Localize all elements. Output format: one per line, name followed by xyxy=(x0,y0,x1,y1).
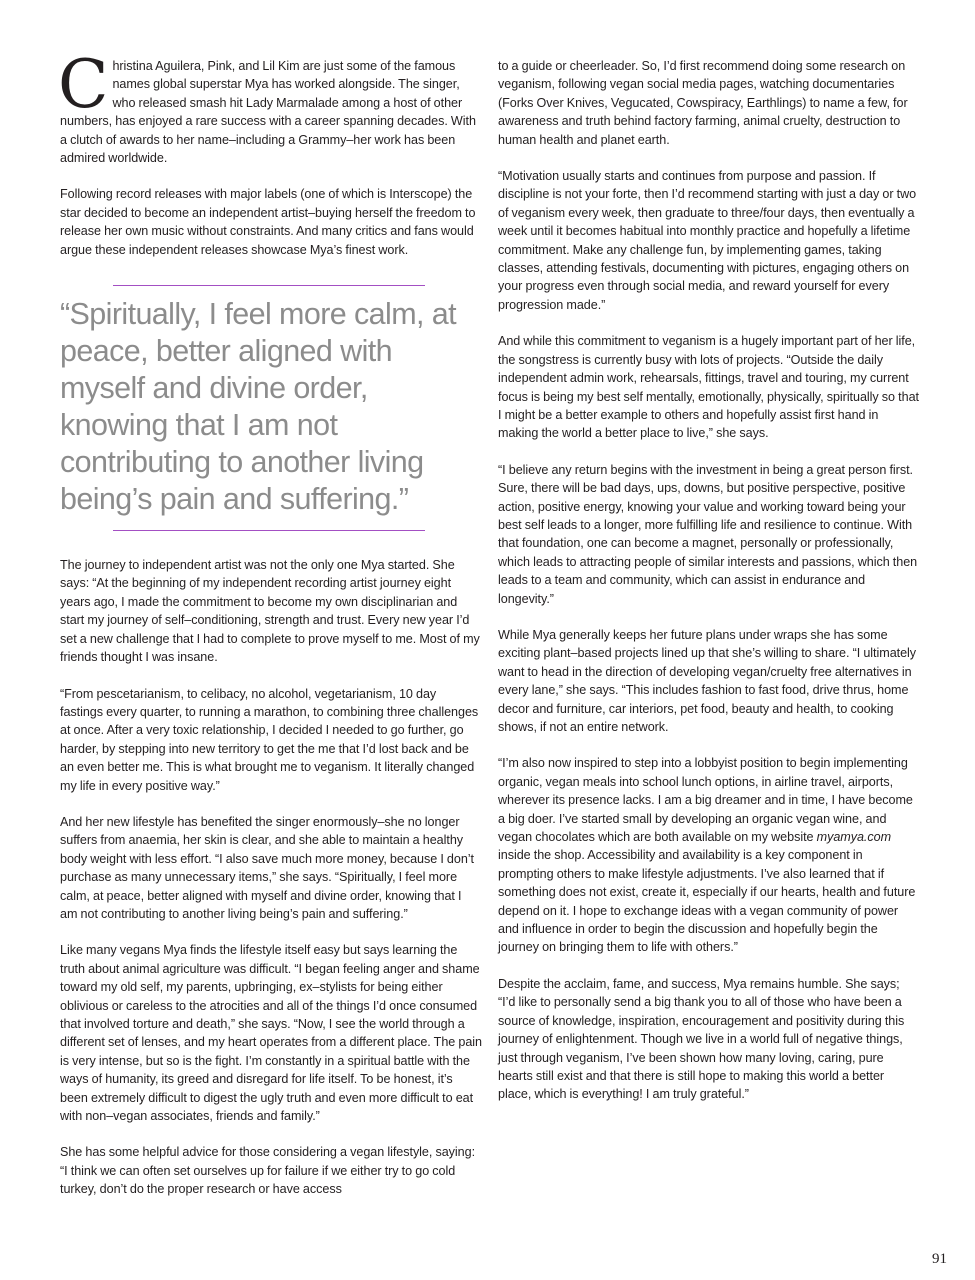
left-column xyxy=(58,46,482,1199)
paragraph: “Motivation usually starts and continues from purpose and passion. If discipline is not your forte, then I’d recommend starting with just a day or two of veganism every week, then graduate to three/four days, then eventually a week until it becomes habitual into monthly practice and hopefully a lifetime commitment. Make any challenge fun, by implementing games, taking classes, attending festivals, documenting with pictures, engaging others on your progress even through social media, and reward yourself for every progression made.” xyxy=(498,169,917,312)
paragraph: She has some helpful advice for those considering a vegan lifestyle, saying: “I think we can often set ourselves up for failure if we either try to go cold turkey, don’t do the proper research or have access xyxy=(60,1145,476,1197)
paragraph: to a guide or cheerleader. So, I’d first recommend doing some research on veganism, following vegan social media pages, watching documentaries (Forks Over Knives, Vegucated, Cowspiracy, Earthlings) to name a few, for awareness and truth behind factory farming, animal cruelty, destruction to human health and planet earth. xyxy=(498,59,908,147)
paragraph: While Mya generally keeps her future plans under wraps she has some exciting plant–based projects lined up that she’s willing to share. “I ultimately want to head in the direction of developing vegan/cruelty free alternatives in every lane,” she says. “This includes fashion to fast food, drive thrus, home decor and furniture, car interiors, pet food, beauty and health, to cooking shows, if not an entire network. xyxy=(498,627,917,734)
paragraph-text: “I’m also now inspired to step into a lobbyist position to begin implementing organic, vegan meals into school lunch options, in airline travel, airports, wherever its presence lacks. I am a big dreamer and in time, I have become a big doer. I’ve started small by developing an organic vegan wine, and vegan chocolates which are both available on my website xyxy=(498,756,913,845)
page-number: 91 xyxy=(932,1251,947,1267)
paragraph: “I believe any return begins with the investment in being a great person first. Sure, there will be bad days, ups, downs, but positive perspective, positive action, positive energy, knowing your value and working toward being your best self leads to a longer, more fulfilling life and resilience to continue. With that foundation, one can become a magnet, personally or professionally, which leads to attracting people of similar interests and passions, which then leads to a team and community, which can assist in endurance and longevity.” xyxy=(498,462,918,606)
paragraph xyxy=(498,754,920,956)
intro-text: hristina Aguilera, Pink, and Lil Kim are just some of the famous names global superstar Mya has worked alongside. The singer, who released smash hit Lady Marmalade among a host of other numbers, has enjoyed a rare success with a career spanning decades. With a clutch of awards to her name–including a Grammy–her work has been admired worldwide. xyxy=(60,59,476,166)
pull-quote: “Spiritually, I feel more calm, at peace, better aligned with myself and divine order, knowing that I am not contributing to another living being’s pain and suffering.” xyxy=(60,297,456,517)
paragraph: Like many vegans Mya finds the lifestyle itself easy but says learning the truth about animal agriculture was difficult. “I began feeling anger and shame toward my old self, my parents, upbringing, ex–stylists for being either oblivious or careless to the atrocities and all of the things I’d once consumed that involved torture and death,” she says. “Now, I see the world through a different set of lenses, and my heart operates from a different place. The pain is very intense, but so is the fight. I’m constantly in a spiritual battle with the ways of humanity, its greed and disregard for life itself. To be honest, it’s been extremely difficult to digest the ugly truth and even more difficult to eat with non–vegan associates, friends and family.” xyxy=(60,943,482,1124)
paragraph: “From pescetarianism, to celibacy, no alcohol, vegetarianism, 10 day fastings every quarter, to running a marathon, to combining three challenges at once. After a very toxic relationship, I decided I needed to go further, go harder, by stepping into new territory to get the me that I’d lost back and be an even better me. This is what brought me to veganism. It literally changed my life in every positive way.” xyxy=(60,686,479,793)
paragraph: And her new lifestyle has benefited the singer enormously–she no longer suffers from anaemia, her skin is clear, and she able to maintain a healthy body weight with less effort. “I also save much more money, because I don’t purchase as many unnecessary items,” she says. “Spiritually, I feel more calm, at peace, better aligned with myself and divine order, knowing that I am not contributing to another living being’s pain and suffering.” xyxy=(60,814,474,921)
paragraph: Following record releases with major labels (one of which is Interscope) the star decided to become an independent artist–buying herself the freedom to release her own music without constraints. And many critics and fans would argue these independent releases showcase Mya’s finest work. xyxy=(60,187,476,257)
paragraph: And while this commitment to veganism is a hugely important part of her life, the songstress is currently busy with lots of projects. “Outside the daily independent admin work, rehearsals, fittings, travel and touring, my current focus is being my best self mentally, emotionally, physically, spiritually so that I might be a better example to others and hopefully assist first hand in making the world a better place to live,” she says. xyxy=(498,334,919,441)
drop-cap: C xyxy=(58,46,109,123)
pull-quote-bottom-rule xyxy=(113,530,425,531)
right-column xyxy=(498,57,920,1104)
paragraph: The journey to independent artist was not the only one Mya started. She says: “At the beginning of my independent recording artist journey eight years ago, I made the commitment to become my own disciplinarian and start my journey of self–conditioning, strength and trust. Every new year I’d set a new challenge that I had to complete to prove myself to me. Most of my friends thought I was insane. xyxy=(60,558,480,665)
paragraph: Despite the acclaim, fame, and success, Mya remains humble. She says; “I’d like to personally send a big thank you to all of those who have been a source of knowledge, inspiration, encouragement and positivity during this journey of enlightenment. Though we live in a world full of negative things, just through veganism, I’ve been shown how many loving, caring, pure hearts still exist and that there is still hope to making this world a better place, which is everything! I am truly grateful.” xyxy=(498,976,905,1102)
pull-quote-block xyxy=(60,285,482,531)
website-link[interactable]: myamya.com xyxy=(816,830,892,845)
pull-quote-top-rule xyxy=(113,285,425,286)
intro-paragraph xyxy=(58,46,482,167)
paragraph-text: inside the shop. Accessibility and availability is a key component in prompting others to make lifestyle adjustments. I’ve also learned that if something does not exist, create it, especially if our hearts, health and future depend on it. I hope to exchange ideas with a vegan community of power and influence in order to begin the discussion and hopefully begin the journey on bringing them to life with others.” xyxy=(498,848,916,955)
